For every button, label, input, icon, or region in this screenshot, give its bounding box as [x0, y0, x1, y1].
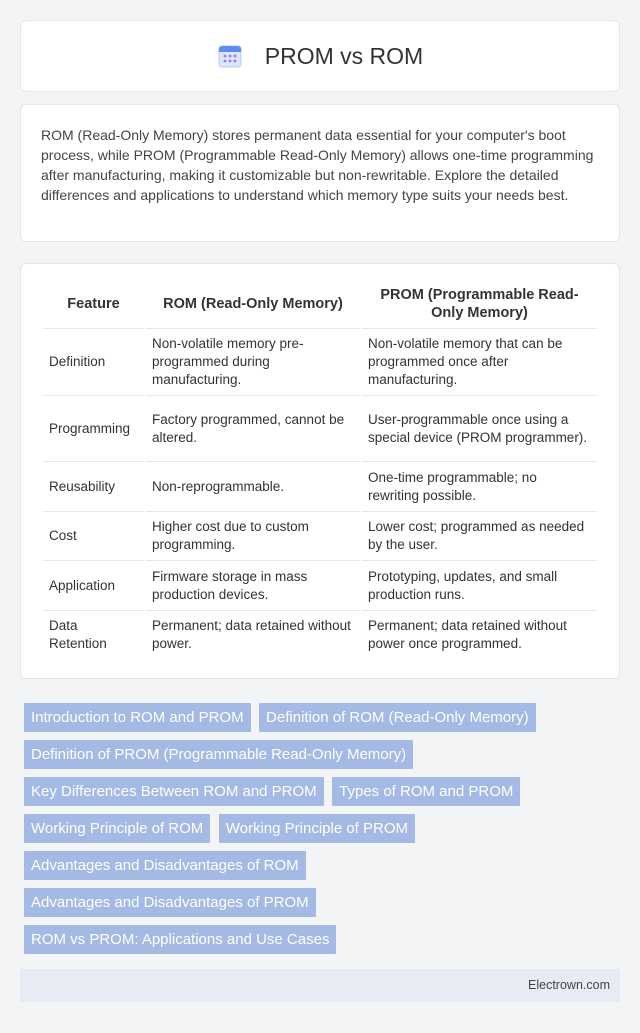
comparison-table-card	[20, 263, 620, 679]
tag-advantages-rom[interactable]: Advantages and Disadvantages of ROM	[24, 851, 306, 880]
rom-cell: Non-reprogrammable.	[145, 462, 361, 512]
rom-cell: Firmware storage in mass production devices.	[145, 561, 361, 611]
rom-cell: Factory programmed, cannot be altered.	[145, 396, 361, 462]
rom-cell: Non-volatile memory pre-programmed during manufacturing.	[145, 329, 361, 396]
page-title: PROM vs ROM	[264, 42, 424, 69]
prom-cell: Lower cost; programmed as needed by the user.	[361, 512, 597, 561]
prom-cell: Prototyping, updates, and small production runs.	[361, 561, 597, 611]
tag-working-prom[interactable]: Working Principle of PROM	[219, 814, 415, 843]
table-row	[43, 329, 597, 396]
prom-cell: User-programmable once using a special device (PROM programmer).	[361, 396, 597, 462]
table-row	[43, 561, 597, 611]
header-rom: ROM (Read-Only Memory)	[145, 280, 361, 329]
topic-tags	[24, 703, 620, 962]
table-row	[43, 462, 597, 512]
header-feature: Feature	[67, 296, 120, 312]
header-prom: PROM (Programmable Read-Only Memory)	[361, 280, 597, 329]
table-header-row	[43, 280, 597, 329]
tag-key-differences[interactable]: Key Differences Between ROM and PROM	[24, 777, 324, 806]
intro-text: ROM (Read-Only Memory) stores permanent data essential for your computer's boot process, while PROM (Programmable Read-Only Memory) allows one-time programming after manufacturing, making it customizable but non-rewritable. Explore the detailed differences and applications to understand which memory type suits your needs best.	[41, 127, 594, 203]
tag-types[interactable]: Types of ROM and PROM	[332, 777, 520, 806]
table-row	[43, 396, 597, 462]
prom-cell: Non-volatile memory that can be programmed once after manufacturing.	[361, 329, 597, 396]
feature-cell: Cost	[43, 512, 145, 561]
tag-advantages-prom[interactable]: Advantages and Disadvantages of PROM	[24, 888, 316, 917]
comparison-table	[43, 280, 597, 659]
footer	[20, 969, 620, 1002]
header-card	[20, 20, 620, 92]
tag-working-rom[interactable]: Working Principle of ROM	[24, 814, 210, 843]
prom-cell: One-time programmable; no rewriting possible.	[361, 462, 597, 512]
footer-brand[interactable]: Electrown.com	[528, 978, 610, 992]
tag-introduction[interactable]: Introduction to ROM and PROM	[24, 703, 251, 732]
calendar-icon	[217, 43, 243, 69]
tag-definition-rom[interactable]: Definition of ROM (Read-Only Memory)	[259, 703, 536, 732]
intro-card	[20, 104, 620, 242]
table-row	[43, 512, 597, 561]
tag-definition-prom[interactable]: Definition of PROM (Programmable Read-Only Memory)	[24, 740, 413, 769]
rom-cell: Higher cost due to custom programming.	[145, 512, 361, 561]
prom-cell: Permanent; data retained without power once programmed.	[361, 611, 597, 660]
tag-applications[interactable]: ROM vs PROM: Applications and Use Cases	[24, 925, 336, 954]
feature-cell: Reusability	[43, 462, 145, 512]
feature-cell: Programming	[43, 396, 145, 462]
feature-cell: Application	[43, 561, 145, 611]
feature-cell: Definition	[43, 329, 145, 396]
rom-cell: Permanent; data retained without power.	[145, 611, 361, 660]
table-row	[43, 611, 597, 660]
feature-cell: Data Retention	[43, 611, 145, 660]
